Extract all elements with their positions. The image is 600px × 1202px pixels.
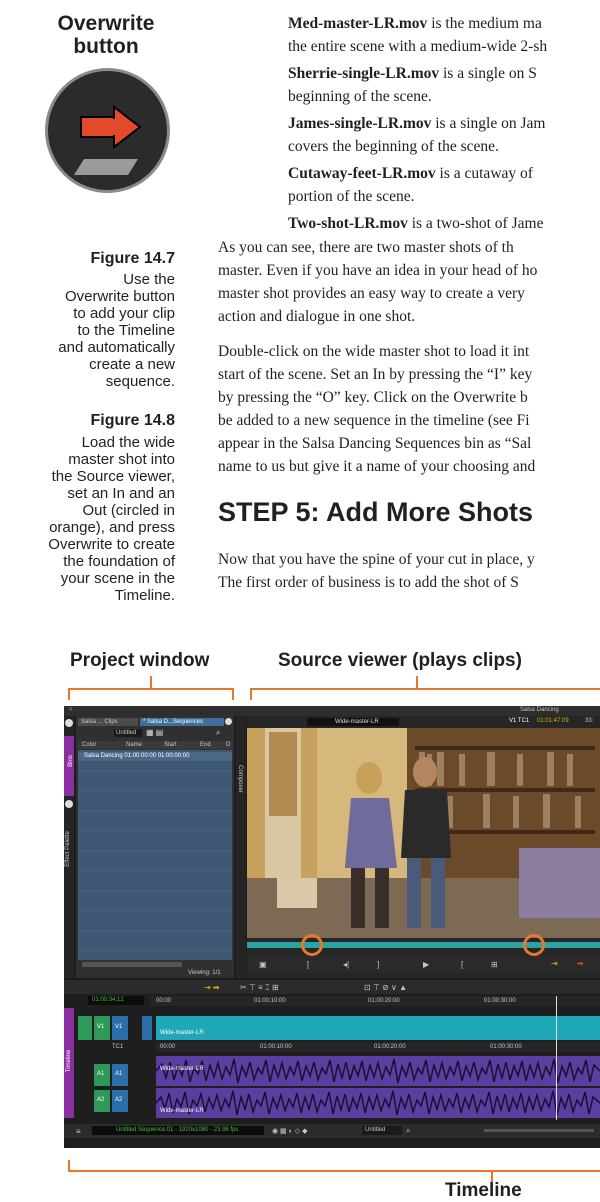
- v1-clip[interactable]: Wide-master-LR: [156, 1016, 600, 1040]
- source-controls: [247, 956, 600, 972]
- app-title: Salsa Dancing: [520, 707, 559, 713]
- project-window: [76, 716, 234, 978]
- splice-tool-icon[interactable]: ⇥ ➡: [204, 983, 220, 992]
- mark-in-highlight: [301, 934, 323, 956]
- sequence-info: Untitled Sequence.01 - 1920x1080 - 23.98 fps: [116, 1127, 239, 1133]
- timeline-timecode: 01:00:34:12: [92, 997, 124, 1003]
- shot-item: James-single-LR.mov is a single on Jam covers the beginning of the scene.: [288, 115, 546, 155]
- overwrite-button-label: [40, 12, 172, 58]
- figure-14-7-number: Figure 14.7: [90, 250, 175, 267]
- callout-source-viewer: Source viewer (plays clips): [278, 650, 522, 671]
- callout-timeline: Timeline: [445, 1180, 522, 1201]
- callout-project-window: Project window: [70, 650, 210, 671]
- figure-14-7-caption: Use the Overwrite button to add your clip to the Timeline and automatically create a new sequence.: [58, 271, 175, 390]
- menu-icon[interactable]: ≡: [76, 1127, 81, 1136]
- mark-out-highlight: [523, 934, 545, 956]
- overwrite-label-line2: button: [73, 35, 139, 58]
- source-timecode: 01:01:47:09: [537, 718, 569, 724]
- timeline-timecode-box: [88, 996, 144, 1005]
- app-title-bar: [64, 706, 600, 716]
- close-icon[interactable]: [65, 800, 73, 808]
- window-menu-icon[interactable]: ✕ · ·: [68, 707, 81, 713]
- source-track-v1[interactable]: V1: [94, 1016, 110, 1040]
- close-icon[interactable]: [65, 719, 73, 727]
- timeline-playhead[interactable]: [556, 996, 557, 1120]
- search-icon[interactable]: ⌕: [216, 728, 221, 737]
- left-tool-strip: [64, 716, 74, 978]
- source-bracket: [250, 688, 600, 700]
- composer-strip: [236, 716, 246, 978]
- bin-view-select[interactable]: Untitled: [114, 729, 142, 737]
- timeline-status-bar: [64, 1124, 600, 1138]
- paragraph-double-click: Double-click on the wide master shot to load it int start of the scene. Set an In by pressing the “I” key by pressing the “O” key. Click on the Overwrite b be added to a new sequence in the timeline (see Fi appear in the Salsa Dancing Sequences bin as “Sal name to us but give it a name of your choosing and: [218, 343, 536, 475]
- play-icon[interactable]: ▶: [423, 960, 430, 969]
- tab-salsa-sequences[interactable]: * Salsa D...Sequences: [140, 718, 224, 726]
- section-heading: STEP 5: Add More Shots: [218, 497, 534, 527]
- clear-in-icon[interactable]: [: [461, 960, 464, 969]
- record-track-a2[interactable]: A2: [112, 1090, 128, 1112]
- project-bracket-stem: [150, 676, 152, 688]
- source-track-a2[interactable]: A2: [94, 1090, 110, 1112]
- timeline-bracket: [68, 1160, 600, 1172]
- record-track-a1[interactable]: A1: [112, 1064, 128, 1086]
- timeline-ruler[interactable]: [150, 996, 600, 1006]
- tc1-track: 00:00 01:00:10:00 01:00:20:00 01:00:30:00: [156, 1042, 600, 1052]
- column-color[interactable]: Color: [82, 742, 97, 748]
- sequence-info-box: [92, 1126, 264, 1135]
- overwrite-arrow-icon: [48, 71, 167, 190]
- source-clip-menu[interactable]: Wide-master-LR: [307, 718, 399, 726]
- track-selector[interactable]: [78, 1016, 92, 1040]
- a1-clip[interactable]: Wide-master-LR: [156, 1056, 600, 1086]
- frame-view-icon[interactable]: ▦ ▤: [146, 728, 164, 737]
- composer-tab[interactable]: Composer: [236, 765, 243, 793]
- shot-list: [288, 12, 600, 235]
- shot-item: Sherrie-single-LR.mov is a single on S beginning of the scene.: [288, 65, 537, 105]
- column-start[interactable]: Start: [164, 742, 177, 748]
- bin-header-row: [78, 741, 232, 749]
- grid-icon[interactable]: ⊞: [491, 960, 498, 969]
- mark-in-icon[interactable]: [: [307, 960, 310, 969]
- video-frame: [247, 728, 600, 938]
- source-viewer: [247, 716, 600, 978]
- ruler-tick: 01:00:20:00: [368, 998, 400, 1004]
- shot-item: Cutaway-feet-LR.mov is a cutaway of portion of the scene.: [288, 165, 533, 205]
- ruler-tick: 01:00:10:00: [254, 998, 286, 1004]
- ruler-tick: 00:00: [156, 998, 172, 1004]
- paragraph-spine: Now that you have the spine of your cut in place, y The first order of business is to add the shot of S: [218, 551, 535, 591]
- position-bar[interactable]: [247, 942, 600, 948]
- cut-tool-icon[interactable]: ✂ ⊤ ≡ ⌶ ⊞: [240, 983, 279, 992]
- timeline-window: [64, 980, 600, 1148]
- viewing-count: Viewing: 1/1: [188, 970, 221, 976]
- column-end[interactable]: End: [200, 742, 211, 748]
- column-name[interactable]: Name: [126, 742, 143, 748]
- bins-tab[interactable]: Bins: [64, 736, 74, 796]
- figure-14-8-number: Figure 14.8: [90, 412, 175, 429]
- paragraph-master-shots: As you can see, there are two master shots of th master. Even if you have an idea in your head of ho master shot provides an easy way to create a very action and dialogue in one shot.: [218, 239, 538, 325]
- overwrite-button[interactable]: ➡: [577, 959, 584, 968]
- project-bracket: [68, 688, 234, 700]
- bottom-select[interactable]: Untitled: [362, 1126, 402, 1135]
- step-back-icon[interactable]: ◂|: [343, 960, 350, 969]
- column-d[interactable]: D: [226, 742, 231, 748]
- overwrite-label-line1: Overwrite: [57, 12, 155, 35]
- shot-item: Med-master-LR.mov is the medium ma the entire scene with a medium-wide 2-sh: [288, 15, 548, 55]
- shot-item: Two-shot-LR.mov is a two-shot of Jame: [288, 215, 544, 232]
- timeline-tab[interactable]: Timeline: [64, 1008, 74, 1118]
- splice-in-icon[interactable]: ⇥: [551, 959, 558, 968]
- tab-salsa-clips[interactable]: Salsa ... Clips: [78, 718, 138, 726]
- track-timecode-label: V1 TC1: [509, 718, 530, 724]
- edit-tools-icon[interactable]: ⊡ ⊤ ⊘ ∨ ▲: [364, 983, 408, 992]
- a1-waveform: [156, 1056, 600, 1086]
- timeline-toolbar: [64, 980, 600, 994]
- track-monitor[interactable]: [142, 1016, 152, 1040]
- a2-clip[interactable]: Wide-master-LR: [156, 1088, 600, 1118]
- timecode-overflow: 33:: [585, 718, 594, 724]
- a2-waveform: [156, 1088, 600, 1118]
- search-icon[interactable]: ⌕: [406, 1126, 411, 1135]
- overwrite-icon: [45, 68, 170, 193]
- zoom-slider[interactable]: [484, 1129, 594, 1132]
- ruler-tick: 01:00:30:00: [484, 998, 516, 1004]
- camera-icon[interactable]: ▣: [259, 960, 267, 969]
- close-icon[interactable]: [225, 718, 232, 725]
- track-tc1: TC1: [112, 1044, 124, 1050]
- media-composer-screenshot: [64, 706, 600, 1148]
- mark-out-icon[interactable]: ]: [377, 960, 380, 969]
- bin-contents: [78, 750, 232, 960]
- bin-scrollbar[interactable]: [82, 962, 182, 967]
- table-row[interactable]: Salsa Dancing 01:00:00:00 01:00:00:00: [78, 752, 232, 761]
- effect-palette-tab[interactable]: Effect Palette: [64, 831, 71, 867]
- record-track-v1[interactable]: V1: [112, 1016, 128, 1040]
- source-track-a1[interactable]: A1: [94, 1064, 110, 1086]
- status-icons[interactable]: ◉ ▦ ◐ ◇ ◆: [272, 1128, 308, 1135]
- source-bracket-stem: [416, 676, 418, 688]
- figure-14-8-caption: Load the wide master shot into the Source viewer, set an In and an Out (circled in orange), and press Overwrite to create the foundation of your scene in the Timeline.: [48, 434, 175, 604]
